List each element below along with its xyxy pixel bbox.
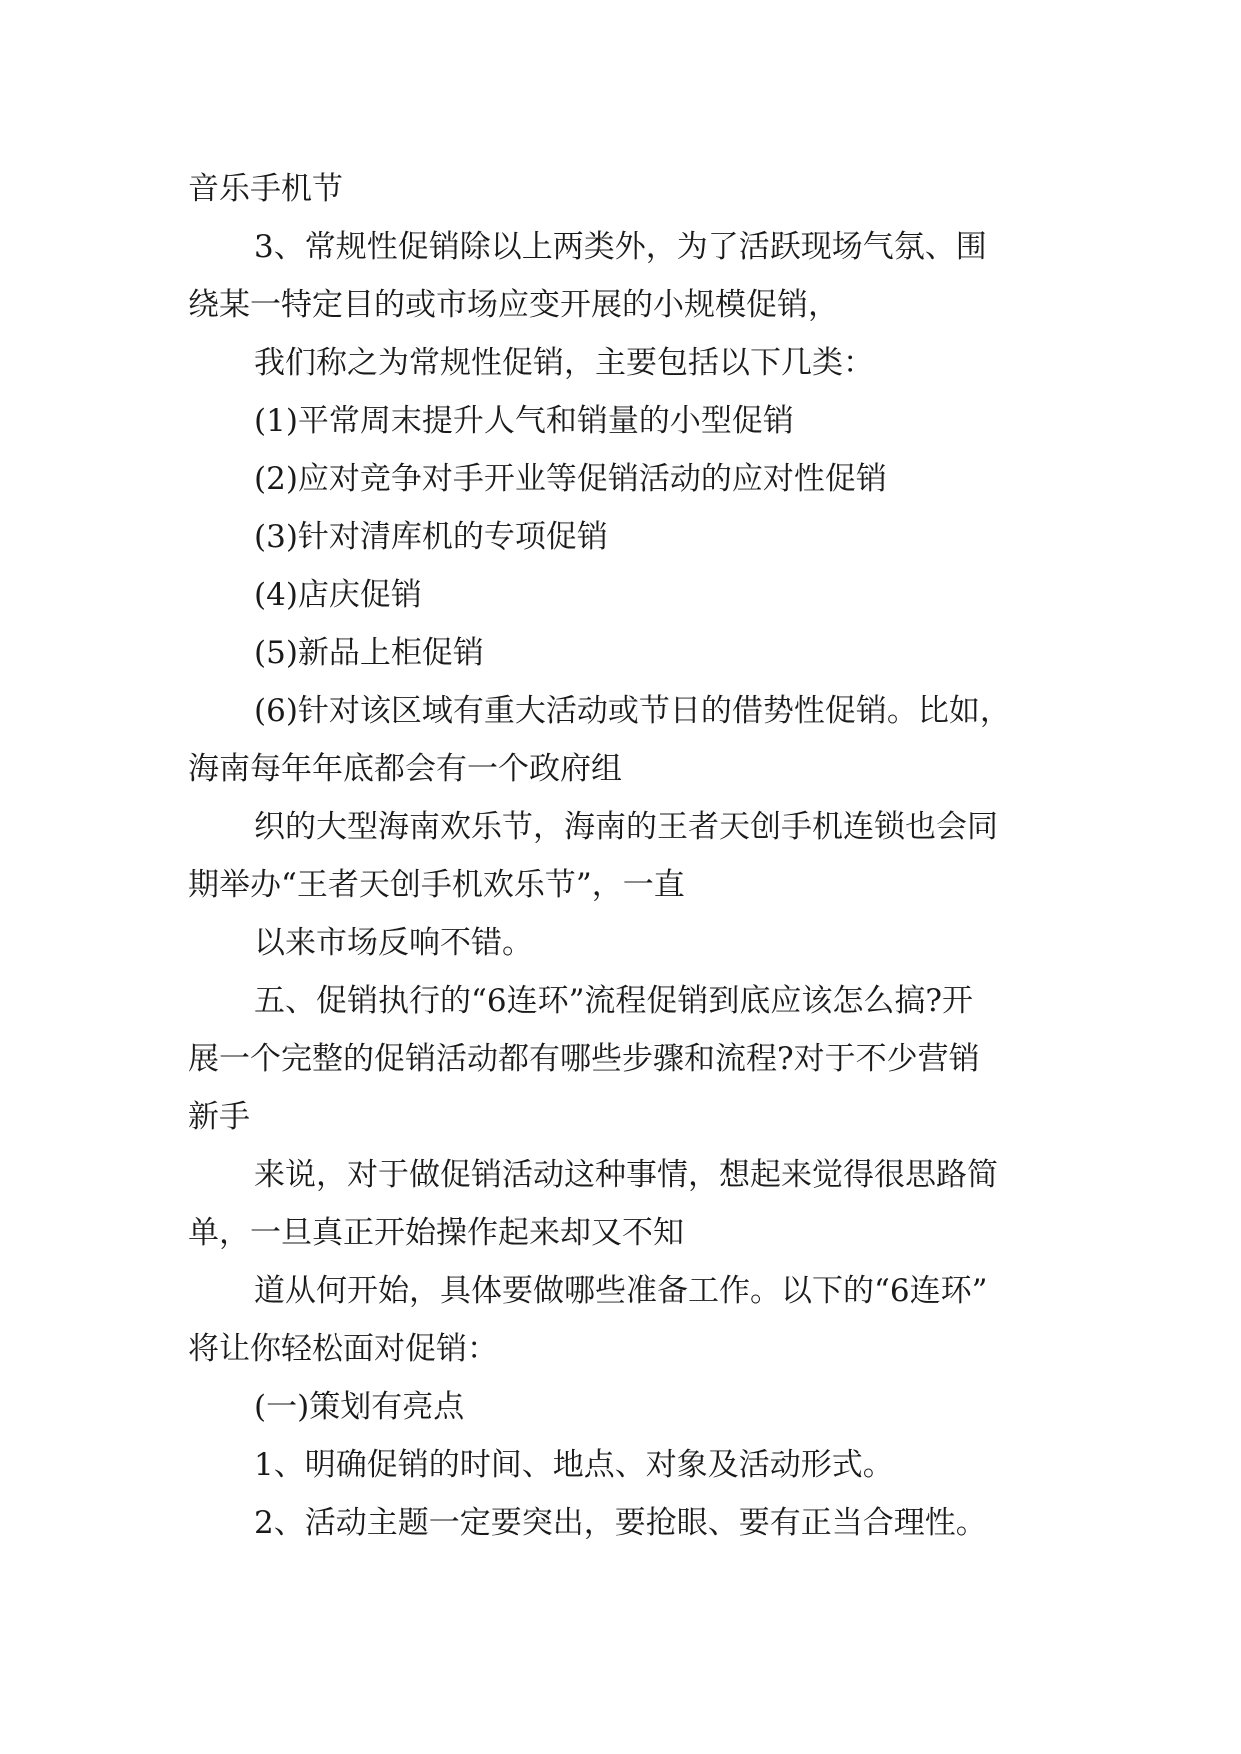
list-item: 2、活动主题一定要突出，要抢眼、要有正当合理性。 (254, 1505, 987, 1541)
text-line: 将让你轻松面对促销： (188, 1331, 498, 1367)
text-line: 我们称之为常规性促销，主要包括以下几类： (254, 345, 874, 381)
list-item: 1、明确促销的时间、地点、对象及活动形式。 (254, 1447, 894, 1483)
text-line: 音乐手机节 (188, 171, 343, 207)
text-line: 道从何开始，具体要做哪些准备工作。以下的“6连环” (254, 1273, 988, 1309)
text-line: 来说，对于做促销活动这种事情，想起来觉得很思路简 (254, 1157, 998, 1193)
text-line: 期举办“王者天创手机欢乐节”，一直 (188, 867, 685, 903)
list-item: (2)应对竞争对手开业等促销活动的应对性促销 (254, 461, 887, 497)
section-heading: 五、促销执行的“6连环”流程促销到底应该怎么搞?开 (254, 983, 974, 1019)
text-line: 以来市场反响不错。 (254, 925, 533, 961)
list-item: (6)针对该区域有重大活动或节日的借势性促销。比如， (254, 693, 1011, 729)
text-line: 展一个完整的促销活动都有哪些步骤和流程?对于不少营销 (188, 1041, 980, 1077)
list-item: (4)店庆促销 (254, 577, 422, 613)
text-line: 绕某一特定目的或市场应变开展的小规模促销， (188, 287, 839, 323)
subsection-heading: (一)策划有亮点 (254, 1389, 465, 1425)
text-line: 新手 (188, 1099, 250, 1135)
text-line: 单，一旦真正开始操作起来却又不知 (188, 1215, 684, 1251)
list-item: (3)针对清库机的专项促销 (254, 519, 608, 555)
document-body (188, 160, 1068, 1552)
list-item: (5)新品上柜促销 (254, 635, 484, 671)
text-line: 3、常规性促销除以上两类外，为了活跃现场气氛、围 (254, 229, 987, 265)
text-line: 海南每年年底都会有一个政府组 (188, 751, 622, 787)
list-item: (1)平常周末提升人气和销量的小型促销 (254, 403, 794, 439)
text-line: 织的大型海南欢乐节，海南的王者天创手机连锁也会同 (254, 809, 998, 845)
